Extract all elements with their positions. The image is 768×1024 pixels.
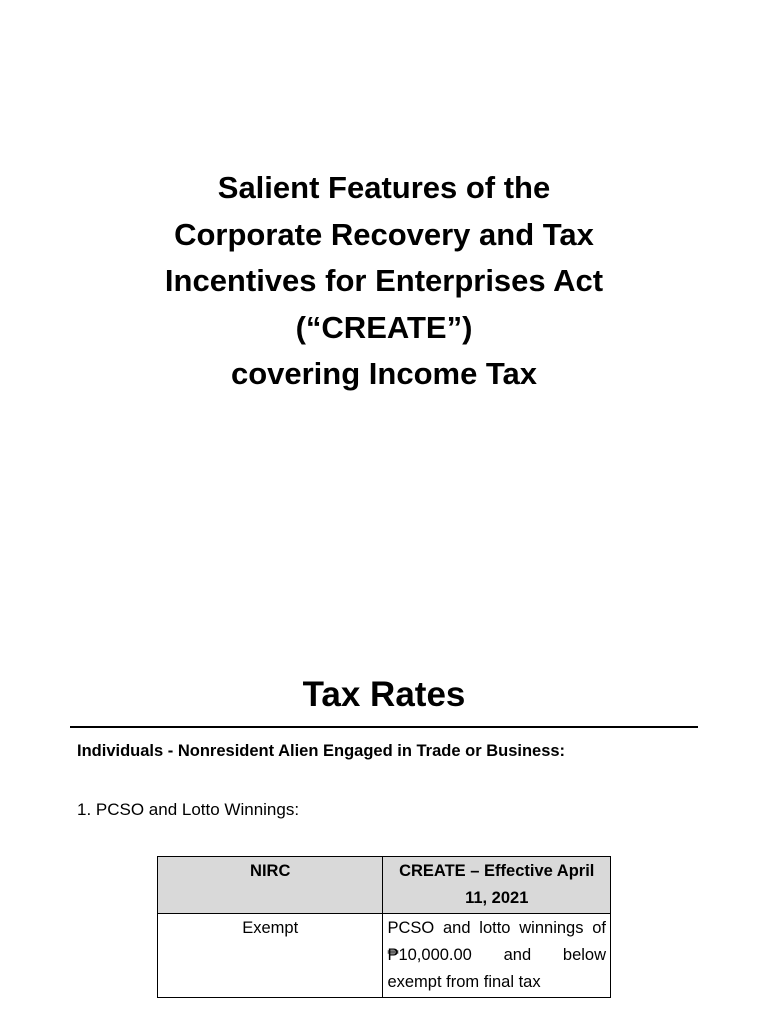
table-header-row (158, 857, 611, 914)
header-create: CREATE – Effective April 11, 2021 (383, 857, 611, 914)
header-nirc: NIRC (158, 857, 383, 914)
title-line-5: covering Income Tax (230, 356, 538, 391)
cell-nirc-value: Exempt (158, 914, 383, 998)
document-title (0, 165, 768, 398)
section-heading-tax-rates: Tax Rates (302, 675, 466, 714)
title-line-3: Incentives for Enterprises Act (164, 263, 604, 298)
item-label-pcso-lotto: 1. PCSO and Lotto Winnings: (77, 800, 300, 819)
subheading-nonresident-alien: Individuals - Nonresident Alien Engaged in Trade or Business: (77, 742, 566, 760)
cell-create-value: PCSO and lotto winnings of ₱10,000.00 and below exempt from final tax (383, 914, 611, 998)
section-divider (70, 726, 698, 728)
title-line-1: Salient Features of the (217, 170, 551, 205)
title-line-2: Corporate Recovery and Tax (174, 216, 594, 252)
tax-rates-table (157, 856, 611, 998)
table-row (158, 914, 611, 998)
title-line-4: (“CREATE”) (295, 309, 473, 345)
